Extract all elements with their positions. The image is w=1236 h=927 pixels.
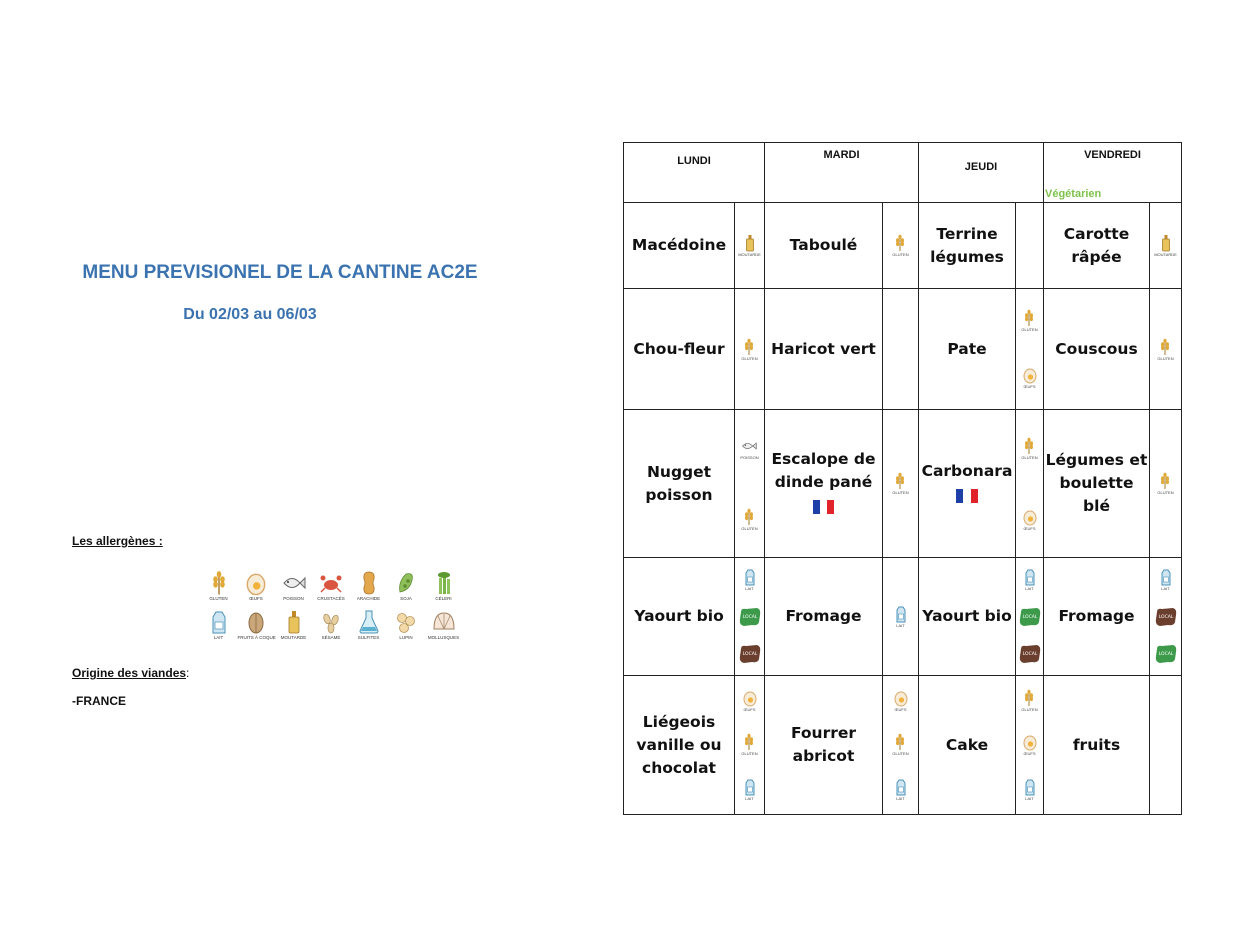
- menu-row: [624, 676, 1182, 815]
- svg-text:LOCAL: LOCAL: [1158, 652, 1173, 657]
- mustard-icon: [275, 609, 312, 635]
- allergens-label: Les allergènes :: [72, 534, 163, 548]
- day-header-jeudi: JEUDI: [919, 143, 1044, 203]
- egg-icon: [238, 570, 275, 596]
- page-title: MENU PREVISIONEL DE LA CANTINE AC2E: [82, 262, 478, 283]
- gluten-icon: GLUTEN: [741, 733, 757, 756]
- svg-text:LOCAL: LOCAL: [1158, 615, 1173, 620]
- allergen-icons-cell: [1150, 203, 1182, 289]
- mustard-icon: MOUTARDE: [738, 234, 761, 257]
- allergen-sulfite: SULFITES: [350, 609, 387, 647]
- local-badge-icon: [1154, 643, 1178, 665]
- allergen-icons-cell: [735, 558, 765, 676]
- dish-name: Fromage: [785, 607, 862, 625]
- allergen-icons-cell: [883, 289, 919, 410]
- allergen-lupin: LUPIN: [388, 609, 425, 647]
- allergen-icons-cell: [1150, 558, 1182, 676]
- france-flag-icon: [956, 489, 978, 503]
- day-header-lundi: LUNDI: [624, 143, 765, 203]
- allergen-legend: [200, 570, 470, 650]
- dish-name: Escalope de dinde pané: [771, 450, 876, 491]
- celery-icon: [425, 570, 462, 596]
- allergen-icons-cell: [735, 203, 765, 289]
- dish-name: Carotte râpée: [1063, 224, 1130, 266]
- dish-name: Chou-fleur: [633, 339, 725, 358]
- dish-name: Légumes et boulette blé: [1045, 451, 1148, 515]
- allergen-icons-cell: [1016, 203, 1044, 289]
- dish-name: fruits: [1072, 735, 1121, 754]
- gluten-icon: GLUTEN: [741, 508, 757, 531]
- svg-text:LOCAL: LOCAL: [1022, 652, 1037, 657]
- allergen-icons-cell: [1150, 676, 1182, 815]
- dish-name: Macédoine: [631, 236, 727, 254]
- soy-icon: [388, 570, 425, 596]
- day-header-mardi: MARDI: [765, 143, 919, 203]
- allergen-celery: CÉLERI: [425, 570, 462, 608]
- dish-cell-jeudi: [919, 558, 1016, 676]
- dish-cell-jeudi: [919, 203, 1016, 289]
- menu-row: [624, 289, 1182, 410]
- allergen-icons-cell: [883, 676, 919, 815]
- allergen-icons-cell: [883, 203, 919, 289]
- milk-icon: LAIT: [893, 605, 909, 628]
- lupin-icon: [388, 609, 425, 635]
- fish-icon: POISSON: [740, 437, 758, 460]
- dish-name: Couscous: [1055, 339, 1138, 358]
- milk-icon: [200, 609, 237, 635]
- dish-name: Pate: [947, 339, 987, 358]
- dish-cell-mardi: [765, 676, 883, 815]
- menu-row: [624, 410, 1182, 558]
- allergen-fish: POISSON: [275, 570, 312, 608]
- milk-icon: LAIT: [893, 778, 909, 801]
- local-badge-icon: [738, 606, 762, 628]
- dish-cell-vendredi: [1044, 676, 1150, 815]
- gluten-icon: GLUTEN: [1157, 472, 1173, 495]
- gluten-icon: GLUTEN: [741, 338, 757, 361]
- allergen-sesame: SÉSAME: [313, 609, 350, 647]
- sulfite-icon: [350, 609, 387, 635]
- local-badge-icon: [738, 643, 762, 665]
- allergen-icons-cell: [735, 410, 765, 558]
- egg-icon: ŒUFS: [742, 689, 758, 712]
- local-badge-icon: [1018, 643, 1042, 665]
- allergen-icons-cell: [735, 289, 765, 410]
- allergen-icons-cell: [1016, 676, 1044, 815]
- dish-cell-mardi: [765, 558, 883, 676]
- allergen-shell: MOLLUSQUES: [425, 609, 462, 647]
- gluten-icon: GLUTEN: [1157, 338, 1173, 361]
- days-header-row: [624, 143, 1182, 203]
- allergen-wheat: GLUTEN: [200, 570, 237, 608]
- milk-icon: LAIT: [742, 778, 758, 801]
- allergen-peanut: ARACHIDE: [350, 570, 387, 608]
- crab-icon: [313, 570, 350, 596]
- egg-icon: ŒUFS: [893, 689, 909, 712]
- allergen-icons-cell: [1150, 410, 1182, 558]
- egg-icon: ŒUFS: [1022, 366, 1038, 389]
- milk-icon: LAIT: [1158, 568, 1174, 591]
- dish-cell-jeudi: [919, 410, 1016, 558]
- milk-icon: LAIT: [1022, 568, 1038, 591]
- gluten-icon: GLUTEN: [1021, 437, 1037, 460]
- france-flag-icon: [813, 500, 835, 514]
- allergen-icons-cell: [1150, 289, 1182, 410]
- dish-name: Terrine légumes: [930, 224, 1004, 266]
- date-range: Du 02/03 au 06/03: [183, 306, 317, 323]
- dish-name: Yaourt bio: [922, 607, 1012, 625]
- dish-name: Yaourt bio: [634, 607, 724, 625]
- dish-cell-jeudi: [919, 676, 1016, 815]
- day-header-vendredi: VENDREDI Végétarien: [1044, 143, 1182, 203]
- allergen-icons-cell: [1016, 410, 1044, 558]
- dish-name: Nugget poisson: [645, 462, 713, 504]
- milk-icon: LAIT: [1022, 778, 1038, 801]
- sesame-icon: [313, 609, 350, 635]
- menu-table: [623, 142, 1182, 815]
- allergen-icons-cell: [883, 558, 919, 676]
- svg-text:LOCAL: LOCAL: [1022, 615, 1037, 620]
- menu-row: [624, 558, 1182, 676]
- meat-origin-label: Origine des viandes:: [72, 666, 190, 680]
- dish-cell-lundi: [624, 289, 735, 410]
- dish-cell-vendredi: [1044, 289, 1150, 410]
- dish-name: Liégeois vanille ou chocolat: [636, 712, 722, 777]
- mustard-icon: MOUTARDE: [1154, 234, 1177, 257]
- dish-name: Cake: [945, 735, 989, 754]
- wheat-icon: [200, 570, 237, 596]
- local-badge-icon: [1018, 606, 1042, 628]
- dish-cell-vendredi: [1044, 203, 1150, 289]
- dish-name: Taboulé: [789, 236, 858, 254]
- dish-cell-mardi: [765, 203, 883, 289]
- dish-cell-lundi: [624, 558, 735, 676]
- dish-cell-lundi: [624, 203, 735, 289]
- dish-cell-jeudi: [919, 289, 1016, 410]
- allergen-soy: SOJA: [388, 570, 425, 608]
- milk-icon: LAIT: [742, 568, 758, 591]
- allergen-crab: CRUSTACÉS: [313, 570, 350, 608]
- svg-text:LOCAL: LOCAL: [742, 615, 757, 620]
- menu-row: [624, 203, 1182, 289]
- gluten-icon: GLUTEN: [892, 472, 908, 495]
- allergen-icons-cell: [1016, 558, 1044, 676]
- vegetarian-tag: Végétarien: [1045, 188, 1102, 200]
- dish-cell-vendredi: [1044, 558, 1150, 676]
- egg-icon: ŒUFS: [1022, 733, 1038, 756]
- gluten-icon: GLUTEN: [892, 733, 908, 756]
- egg-icon: ŒUFS: [1022, 508, 1038, 531]
- meat-origin-value: -FRANCE: [72, 694, 126, 708]
- dish-name: Carbonara: [921, 461, 1013, 480]
- fish-icon: [275, 570, 312, 596]
- dish-name: Fourrer abricot: [790, 724, 857, 765]
- peanut-icon: [350, 570, 387, 596]
- gluten-icon: GLUTEN: [1021, 689, 1037, 712]
- nut-icon: [238, 609, 275, 635]
- allergen-egg: ŒUFS: [238, 570, 275, 608]
- allergen-mustard: MOUTARDE: [275, 609, 312, 647]
- gluten-icon: GLUTEN: [1021, 309, 1037, 332]
- gluten-icon: GLUTEN: [892, 234, 908, 257]
- dish-name: Haricot vert: [771, 339, 876, 358]
- allergen-icons-cell: [1016, 289, 1044, 410]
- dish-cell-vendredi: [1044, 410, 1150, 558]
- dish-cell-mardi: [765, 410, 883, 558]
- dish-cell-mardi: [765, 289, 883, 410]
- svg-text:LOCAL: LOCAL: [742, 652, 757, 657]
- dish-name: Fromage: [1058, 607, 1135, 625]
- allergen-icons-cell: [735, 676, 765, 815]
- dish-cell-lundi: [624, 410, 735, 558]
- allergen-milk: LAIT: [200, 609, 237, 647]
- allergen-icons-cell: [883, 410, 919, 558]
- local-badge-icon: [1154, 606, 1178, 628]
- dish-cell-lundi: [624, 676, 735, 815]
- shell-icon: [425, 609, 462, 635]
- allergen-nut: FRUITS À COQUE: [238, 609, 275, 647]
